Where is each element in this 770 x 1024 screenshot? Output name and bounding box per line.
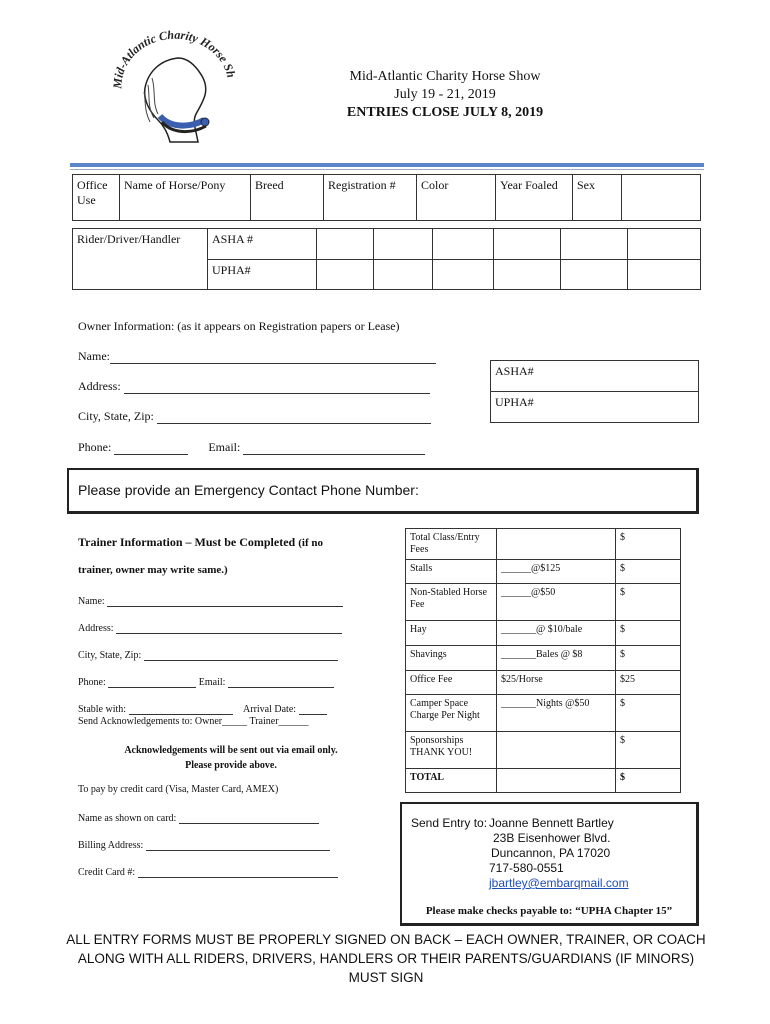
rider-table bbox=[72, 228, 701, 290]
acknowledgement-note bbox=[78, 743, 384, 773]
owner-city-row bbox=[78, 409, 431, 424]
owner-city-label: City, State, Zip: bbox=[78, 409, 154, 423]
trainer-address-row bbox=[78, 621, 342, 634]
checks-payable-note: Please make checks payable to: “UPHA Chapter 15” bbox=[425, 905, 673, 917]
horse-head-icon bbox=[100, 30, 250, 155]
owner-city-field[interactable] bbox=[157, 411, 431, 424]
emergency-contact-label: Please provide an Emergency Contact Phone Number: bbox=[78, 482, 419, 498]
owner-upha-cell[interactable]: UPHA# bbox=[491, 392, 699, 423]
fee-label: Hay bbox=[406, 621, 497, 646]
trainer-city-field[interactable] bbox=[144, 648, 338, 661]
fee-rate bbox=[497, 769, 616, 793]
payment-heading: To pay by credit card (Visa, Master Card, AMEX) bbox=[78, 784, 279, 795]
horse-info-table bbox=[72, 174, 701, 221]
fee-label: Office Fee bbox=[406, 671, 497, 695]
owner-asha-cell[interactable]: ASHA# bbox=[491, 361, 699, 392]
trainer-city-row bbox=[78, 648, 338, 661]
trainer-address-label: Address: bbox=[78, 623, 114, 634]
fee-label: Shavings bbox=[406, 646, 497, 671]
card-name-row bbox=[78, 811, 319, 824]
fee-rate[interactable]: _______Bales @ $8 bbox=[497, 646, 616, 671]
trainer-heading-note-2: trainer, owner may write same.) bbox=[78, 564, 228, 576]
rider-upha-label: UPHA# bbox=[208, 259, 317, 290]
fee-rate[interactable]: ______@$125 bbox=[497, 560, 616, 584]
trainer-phone-field[interactable] bbox=[108, 675, 196, 688]
trainer-address-field[interactable] bbox=[116, 621, 342, 634]
sex-header: Sex bbox=[573, 175, 622, 221]
horse-name-header: Name of Horse/Pony bbox=[120, 175, 251, 221]
rider-asha-cell[interactable] bbox=[317, 229, 374, 260]
fee-rate bbox=[497, 529, 616, 560]
rider-label: Rider/Driver/Handler bbox=[73, 229, 208, 290]
fee-rate[interactable]: ______@$50 bbox=[497, 584, 616, 621]
owner-registration-box bbox=[490, 360, 699, 423]
fees-table bbox=[405, 528, 681, 793]
arrival-field[interactable] bbox=[299, 702, 327, 715]
rider-upha-cell[interactable] bbox=[433, 259, 494, 290]
owner-address-row bbox=[78, 379, 430, 394]
show-dates: July 19 - 21, 2019 bbox=[394, 87, 496, 102]
trainer-email-field[interactable] bbox=[228, 675, 334, 688]
trainer-heading-note: (if no bbox=[298, 537, 323, 549]
send-entry-box bbox=[400, 802, 699, 926]
rider-asha-cell[interactable] bbox=[561, 229, 628, 260]
fee-label: Sponsorships THANK YOU! bbox=[406, 732, 497, 769]
fee-label: Non-Stabled Horse Fee bbox=[406, 584, 497, 621]
trainer-name-label: Name: bbox=[78, 596, 105, 607]
owner-address-field[interactable] bbox=[124, 381, 430, 394]
signature-requirement-notice: ALL ENTRY FORMS MUST BE PROPERLY SIGNED ON BACK – EACH OWNER, TRAINER, OR COACH ALONG WITH ALL RIDERS, DRIVERS, HANDLERS OR THEIR PARENTS/GUARDIANS (IF MINORS) MUST SIGN bbox=[66, 932, 706, 985]
card-name-field[interactable] bbox=[179, 811, 319, 824]
fee-rate[interactable]: _______Nights @$50 bbox=[497, 695, 616, 732]
send-entry-phone: 717-580-0551 bbox=[489, 861, 564, 875]
fee-total-label: TOTAL bbox=[406, 769, 497, 793]
fee-amount[interactable]: $ bbox=[616, 646, 681, 671]
ack-note-line-1: Acknowledgements will be sent out via email only. bbox=[124, 745, 338, 756]
billing-label: Billing Address: bbox=[78, 840, 144, 851]
year-foaled-header: Year Foaled bbox=[496, 175, 573, 221]
owner-phone-row bbox=[78, 440, 425, 455]
owner-name-row bbox=[78, 349, 436, 364]
owner-phone-label: Phone: bbox=[78, 440, 112, 454]
fee-rate: $25/Horse bbox=[497, 671, 616, 695]
fee-rate bbox=[497, 732, 616, 769]
fee-amount[interactable]: $ bbox=[616, 529, 681, 560]
emergency-contact-box[interactable] bbox=[67, 468, 699, 514]
trainer-name-field[interactable] bbox=[107, 594, 343, 607]
arrival-label: Arrival Date: bbox=[243, 704, 297, 715]
stable-row bbox=[78, 702, 327, 715]
fee-label: Stalls bbox=[406, 560, 497, 584]
owner-email-label: Email: bbox=[208, 440, 241, 454]
send-entry-email-link[interactable]: jbartley@embarqmail.com bbox=[489, 876, 629, 890]
header-divider bbox=[70, 163, 704, 167]
rider-upha-cell[interactable] bbox=[494, 259, 561, 290]
entries-deadline: ENTRIES CLOSE JULY 8, 2019 bbox=[346, 105, 544, 120]
owner-email-field[interactable] bbox=[243, 442, 425, 455]
send-entry-name: Joanne Bennett Bartley bbox=[489, 816, 614, 830]
stable-label: Stable with: bbox=[78, 704, 127, 715]
fee-rate[interactable]: _______@ $10/bale bbox=[497, 621, 616, 646]
trainer-phone-row bbox=[78, 675, 334, 688]
rider-asha-cell[interactable] bbox=[433, 229, 494, 260]
owner-address-label: Address: bbox=[78, 379, 121, 393]
fee-amount[interactable]: $ bbox=[616, 584, 681, 621]
blank-cell[interactable] bbox=[622, 175, 701, 221]
send-entry-city: Duncannon, PA 17020 bbox=[491, 846, 611, 860]
trainer-city-label: City, State, Zip: bbox=[78, 650, 142, 661]
trainer-heading bbox=[78, 535, 323, 550]
ack-note-line-2: Please provide above. bbox=[185, 760, 277, 771]
owner-phone-field[interactable] bbox=[114, 442, 188, 455]
rider-upha-cell[interactable] bbox=[317, 259, 374, 290]
owner-heading: Owner Information: (as it appears on Registration papers or Lease) bbox=[78, 319, 400, 333]
billing-field[interactable] bbox=[146, 838, 330, 851]
fee-label: Total Class/Entry Fees bbox=[406, 529, 497, 560]
credit-card-field[interactable] bbox=[138, 865, 338, 878]
fee-amount[interactable]: $ bbox=[616, 621, 681, 646]
owner-name-label: Name: bbox=[78, 349, 110, 363]
trainer-phone-label: Phone: bbox=[78, 677, 106, 688]
send-entry-label: Send Entry to: bbox=[411, 816, 488, 830]
rider-asha-label: ASHA # bbox=[208, 229, 317, 260]
credit-card-label: Credit Card #: bbox=[78, 867, 136, 878]
rider-asha-cell[interactable] bbox=[494, 229, 561, 260]
trainer-email-label: Email: bbox=[198, 677, 226, 688]
breed-header: Breed bbox=[251, 175, 324, 221]
fee-amount: $25 bbox=[616, 671, 681, 695]
trainer-heading-main: Trainer Information – Must be Completed bbox=[78, 535, 296, 549]
fee-label: Camper Space Charge Per Night bbox=[406, 695, 497, 732]
owner-name-field[interactable] bbox=[110, 351, 436, 364]
stable-field[interactable] bbox=[129, 702, 233, 715]
header-divider-thin bbox=[70, 169, 704, 170]
fee-amount[interactable]: $ bbox=[616, 560, 681, 584]
send-entry-street: 23B Eisenhower Blvd. bbox=[493, 831, 611, 845]
credit-card-row bbox=[78, 865, 338, 878]
fee-amount[interactable]: $ bbox=[616, 695, 681, 732]
card-name-label: Name as shown on card: bbox=[78, 813, 177, 824]
rider-asha-cell[interactable] bbox=[628, 229, 701, 260]
color-header: Color bbox=[417, 175, 496, 221]
fee-amount[interactable]: $ bbox=[616, 732, 681, 769]
office-use-header: Office Use bbox=[73, 175, 120, 221]
rider-upha-cell[interactable] bbox=[561, 259, 628, 290]
rider-asha-cell[interactable] bbox=[374, 229, 433, 260]
acknowledgements-row[interactable]: Send Acknowledgements to: Owner_____ Trainer______ bbox=[78, 716, 309, 727]
billing-row bbox=[78, 838, 330, 851]
show-title: Mid-Atlantic Charity Horse Show bbox=[349, 69, 541, 84]
registration-header: Registration # bbox=[324, 175, 417, 221]
rider-upha-cell[interactable] bbox=[374, 259, 433, 290]
svg-text:Mid-Atlantic Charity Horse Sho: Mid-Atlantic Charity Horse Sh bbox=[110, 30, 239, 90]
rider-upha-cell[interactable] bbox=[628, 259, 701, 290]
fee-total-amount[interactable]: $ bbox=[616, 769, 681, 793]
trainer-name-row bbox=[78, 594, 343, 607]
horse-show-logo bbox=[100, 30, 250, 155]
